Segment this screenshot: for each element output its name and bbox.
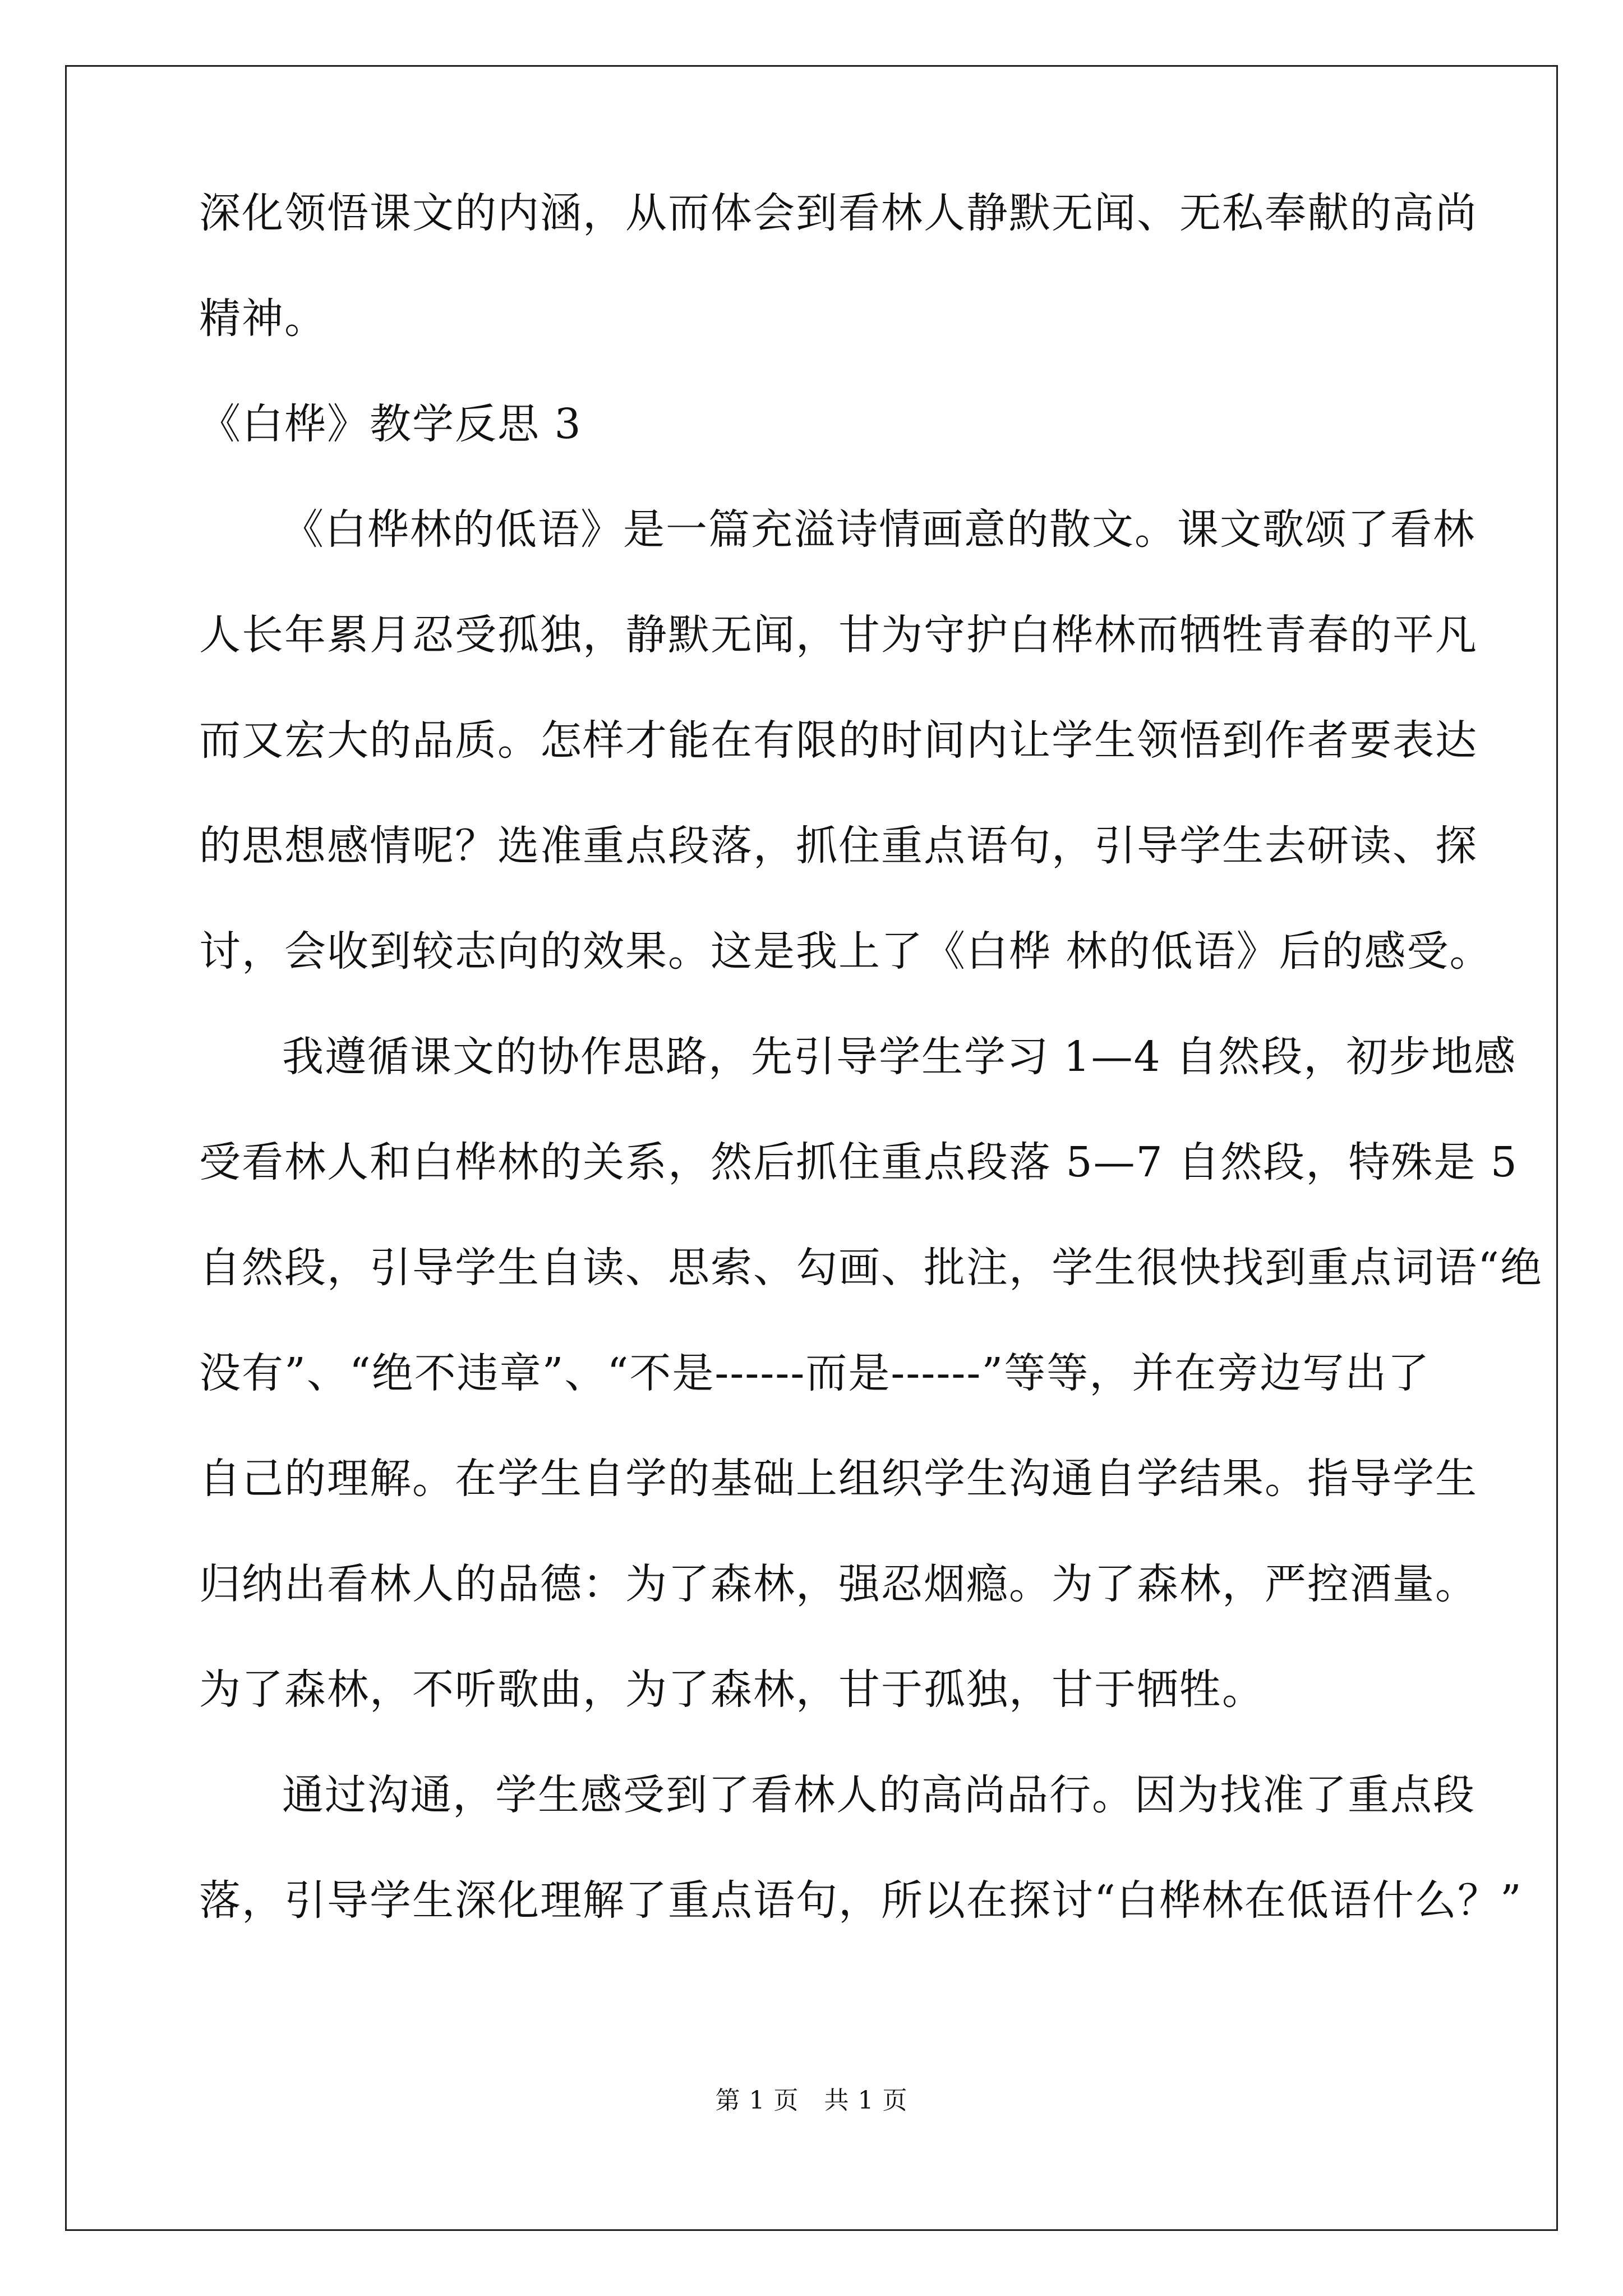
text-line: 而又宏大的品质。怎样才能在有限的时间内让学生领悟到作者要表达 — [199, 716, 1478, 765]
paragraph-start-line: 《白桦林的低语》是一篇充溢诗情画意的散文。课文歌颂了看林 — [282, 505, 1476, 554]
text-line: 归纳出看林人的品德：为了森林，强忍烟瘾。为了森林，严控酒量。 — [199, 1560, 1478, 1608]
text-line: 人长年累月忍受孤独，静默无闻，甘为守护白桦林而牺牲青春的平凡 — [199, 611, 1478, 659]
text-line: 的思想感情呢？选准重点段落，抓住重点语句，引导学生去研读、探 — [199, 822, 1478, 870]
paragraph-start-line: 我遵循课文的协作思路，先引导学生学习 1—4 自然段，初步地感 — [282, 1033, 1517, 1081]
text-line: 落，引导学生深化理解了重点语句，所以在探讨“白桦林在低语什么？” — [199, 1876, 1523, 1925]
text-line: 精神。 — [199, 295, 327, 343]
paragraph-start-line: 通过沟通，学生感受到了看林人的高尚品行。因为找准了重点段 — [282, 1771, 1476, 1819]
text-line: 受看林人和白桦林的关系，然后抓住重点段落 5—7 自然段，特殊是 5 — [199, 1138, 1518, 1186]
text-line: 没有”、“绝不违章”、“不是------而是------”等等，并在旁边写出了 — [199, 1349, 1431, 1397]
page-number-footer: 第 1 页 共 1 页 — [715, 2086, 908, 2115]
text-line: 深化领悟课文的内涵，从而体会到看林人静默无闻、无私奉献的高尚 — [199, 189, 1478, 237]
text-line: 自然段，引导学生自读、思索、勾画、批注，学生很快找到重点词语“绝 — [199, 1244, 1543, 1292]
text-line: 讨，会收到较志向的效果。这是我上了《白桦 林的低语》后的感受。 — [199, 927, 1492, 976]
text-line: 为了森林，不听歌曲，为了森林，甘于孤独，甘于牺牲。 — [199, 1665, 1265, 1714]
text-line: 自己的理解。在学生自学的基础上组织学生沟通自学结果。指导学生 — [199, 1455, 1478, 1503]
section-heading: 《白桦》教学反思 3 — [199, 400, 582, 448]
